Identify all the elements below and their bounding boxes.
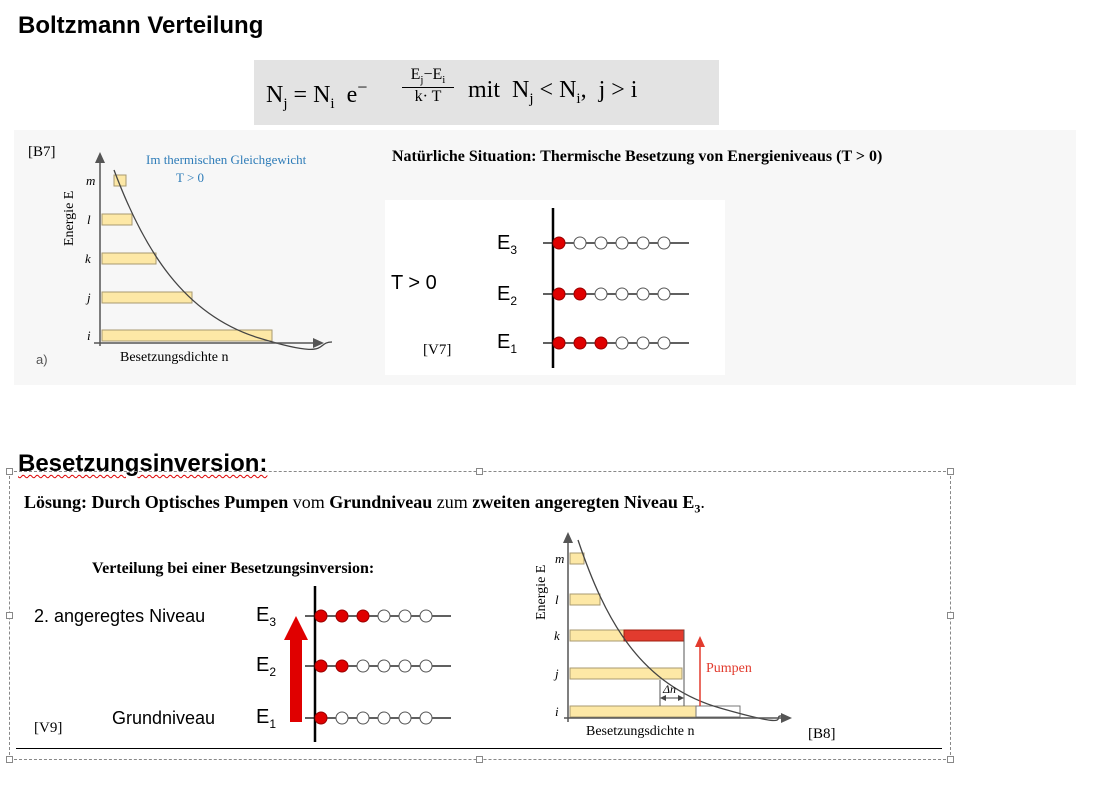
figure-v7: [385, 200, 725, 375]
b7-level-i: i: [87, 328, 91, 343]
inversion-solution: [24, 492, 705, 517]
b8-bar-l: [570, 594, 600, 605]
b8-bar-j: [570, 668, 682, 679]
b8-delta-head-r: [678, 695, 684, 701]
v9-electron-empty: [378, 712, 390, 724]
b8-level-l: l: [555, 592, 559, 607]
formula-cond-nj: N: [512, 77, 530, 103]
b8-bar-k: [570, 630, 624, 641]
b7-level-k: k: [85, 251, 91, 266]
v9-label-top: 2. angeregtes Niveau: [34, 606, 206, 626]
b7-bar-j: [102, 292, 192, 303]
v9-electron-empty: [336, 712, 348, 724]
formula-cond-ni: N: [559, 77, 577, 103]
b7-x-label: Besetzungsdichte n: [120, 350, 229, 365]
v9-ref: [V9]: [34, 720, 63, 736]
v7-electron-filled: [553, 288, 565, 300]
v9-electron-empty: [420, 712, 432, 724]
resize-handle-mr[interactable]: [947, 612, 954, 619]
b8-svg: [520, 520, 850, 745]
formula-ni: N: [313, 82, 331, 108]
v9-label-bottom: Grundniveau: [112, 708, 216, 728]
formula-lt: <: [539, 77, 554, 103]
v7-e1-sub: 1: [510, 342, 518, 356]
formula-fraction: [402, 66, 454, 106]
resize-handle-bm[interactable]: [476, 756, 483, 763]
formula-comma: ,: [580, 77, 587, 103]
v9-electron-filled: [336, 660, 348, 672]
v7-electron-filled: [574, 337, 586, 349]
b8-level-i: i: [555, 704, 559, 719]
v9-e3-sub: 3: [269, 615, 277, 629]
v9-electron-empty: [399, 610, 411, 622]
v7-e2-sub: 2: [510, 294, 518, 308]
bottom-rule: [16, 748, 942, 749]
formula-ni-sub: i: [330, 95, 335, 112]
v9-svg: [26, 550, 486, 745]
v7-e1-name: E: [497, 331, 511, 353]
formula-num-minus: −E: [423, 66, 443, 83]
solution-part5-sub: 3: [694, 501, 701, 516]
solution-part6: .: [700, 492, 705, 512]
resize-handle-bl[interactable]: [6, 756, 13, 763]
v7-electron-filled: [595, 337, 607, 349]
v9-e2-sub: 2: [269, 665, 277, 679]
formula-den: k· T: [414, 88, 442, 106]
v9-electron-empty: [420, 660, 432, 672]
resize-handle-tm[interactable]: [476, 468, 483, 475]
solution-part5: zweiten angeregten Niveau E: [472, 492, 695, 512]
resize-handle-br[interactable]: [947, 756, 954, 763]
v7-temp-label: T > 0: [391, 272, 437, 294]
v7-electron-empty: [637, 237, 649, 249]
v7-electron-empty: [616, 237, 628, 249]
v9-electron-empty: [357, 660, 369, 672]
v9-e1-name: E: [256, 706, 270, 728]
inversion-heading-text: Besetzungsinversion:: [18, 450, 268, 477]
v9-electron-empty: [357, 712, 369, 724]
formula-nj: N: [266, 82, 284, 108]
figure-b7: [14, 130, 374, 380]
v9-e3-name: E: [256, 604, 270, 626]
solution-part4: zum: [432, 492, 473, 512]
b8-y-arrow: [563, 532, 573, 543]
b8-pump-label: Pumpen: [706, 661, 752, 676]
v9-electron-filled: [336, 610, 348, 622]
v7-electron-empty: [574, 237, 586, 249]
v9-electron-filled: [357, 610, 369, 622]
v7-e3-name: E: [497, 232, 511, 254]
b7-bar-k: [102, 253, 156, 264]
b8-delta-label: Δn: [663, 682, 677, 696]
b7-level-j: j: [87, 290, 91, 305]
v7-electron-empty: [637, 337, 649, 349]
v7-electron-empty: [616, 288, 628, 300]
b7-x-arrow: [313, 338, 324, 348]
formula-mit: mit: [468, 77, 501, 103]
v9-electron-empty: [420, 610, 432, 622]
v7-svg: [385, 200, 725, 375]
v7-electron-empty: [616, 337, 628, 349]
b7-annotation-2: T > 0: [176, 170, 205, 185]
b7-bar-l: [102, 214, 132, 225]
b7-y-arrow: [95, 152, 105, 163]
v9-electron-filled: [315, 712, 327, 724]
v9-electron-filled: [315, 660, 327, 672]
b7-bar-i: [102, 330, 272, 341]
formula-cond2: j > i: [598, 77, 638, 103]
v9-electron-empty: [399, 660, 411, 672]
formula-num-e: E: [410, 66, 421, 83]
v9-levels: [305, 610, 451, 724]
v7-e2-name: E: [497, 283, 511, 305]
resize-handle-tr[interactable]: [947, 468, 954, 475]
b8-bar-i: [570, 706, 696, 717]
boltzmann-formula: [254, 60, 719, 125]
b7-level-l: l: [87, 212, 91, 227]
v7-electron-empty: [658, 337, 670, 349]
solution-part2: vom: [288, 492, 330, 512]
figure-v9: [26, 550, 486, 745]
formula-num-sub1: j: [420, 74, 424, 87]
formula-nj-sub: j: [283, 95, 288, 112]
resize-handle-ml[interactable]: [6, 612, 13, 619]
v7-levels: [543, 237, 689, 349]
b8-x-label: Besetzungsdichte n: [586, 724, 695, 739]
v9-title: Verteilung bei einer Besetzungsinversion:: [92, 560, 375, 577]
v7-electron-empty: [658, 237, 670, 249]
v9-e1-sub: 1: [269, 717, 277, 731]
v7-title: Natürliche Situation: Thermische Besetzung von Energieniveaus (T > 0): [392, 148, 883, 165]
v7-ref: [V7]: [423, 342, 452, 358]
boltzmann-heading: [18, 12, 263, 40]
b7-level-m: m: [86, 173, 96, 188]
b7-ref: [B7]: [28, 144, 56, 160]
v7-electron-empty: [595, 288, 607, 300]
v9-electron-filled: [315, 610, 327, 622]
solution-part3: Grundniveau: [329, 492, 433, 512]
b8-bar-k-pumped: [624, 630, 684, 641]
v9-e2-name: E: [256, 654, 270, 676]
b8-level-m: m: [555, 551, 565, 566]
v7-electron-empty: [658, 288, 670, 300]
v9-pump-arrow-head: [284, 616, 308, 640]
resize-handle-tl[interactable]: [6, 468, 13, 475]
formula-eq: =: [293, 82, 308, 108]
v9-electron-empty: [378, 610, 390, 622]
b8-bar-m: [570, 553, 584, 564]
v9-electron-empty: [378, 660, 390, 672]
b8-pump-arrow-head: [695, 636, 705, 647]
v9-electron-empty: [399, 712, 411, 724]
formula-e: e: [346, 82, 358, 108]
v7-electron-empty: [595, 237, 607, 249]
v7-electron-empty: [637, 288, 649, 300]
b8-ref: [B8]: [808, 726, 836, 742]
formula-num-sub2: i: [442, 74, 446, 87]
v7-e3-sub: 3: [510, 243, 518, 257]
formula-minus: −: [357, 77, 368, 97]
b7-corner-label: a): [36, 352, 48, 367]
v7-electron-filled: [553, 337, 565, 349]
formula-cond-ni-sub: i: [576, 90, 581, 107]
b7-y-label: Energie E: [62, 190, 77, 246]
b7-annotation-1: Im thermischen Gleichgewicht: [146, 152, 307, 167]
b8-level-j: j: [555, 666, 559, 681]
b8-y-label: Energie E: [534, 564, 549, 620]
v7-electron-filled: [553, 237, 565, 249]
solution-part1: Lösung: Durch Optisches Pumpen: [24, 492, 289, 512]
v7-electron-filled: [574, 288, 586, 300]
figure-b8: [520, 520, 850, 745]
v9-pump-arrow-shaft: [290, 638, 302, 722]
b8-level-k: k: [554, 628, 560, 643]
b8-x-arrow: [781, 713, 792, 723]
boltzmann-heading-text: Boltzmann Verteilung: [18, 12, 264, 39]
formula-cond-nj-sub: j: [529, 90, 534, 107]
